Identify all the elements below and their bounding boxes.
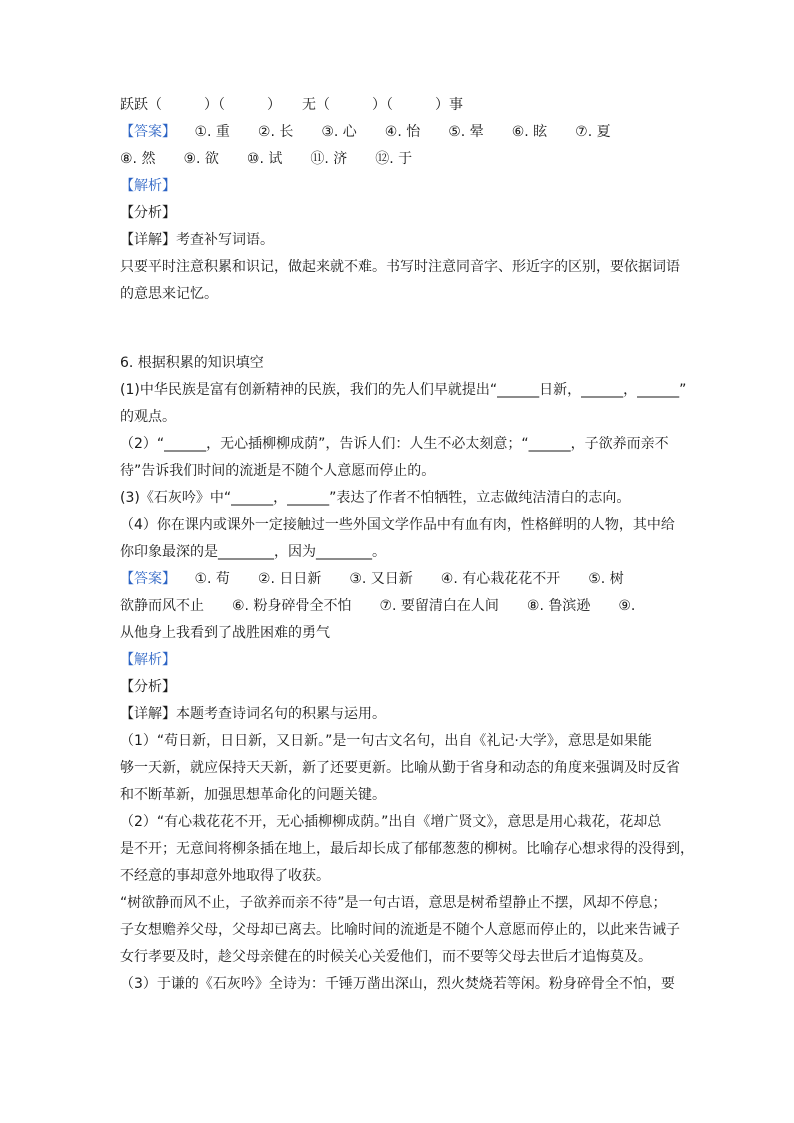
explanation-line: 够一天新，就应保持天天新，新了还要更新。比喻从勤于省身和动态的角度来强调及时反省 — [120, 760, 680, 776]
document-page — [120, 92, 694, 998]
detail-text: 考查补写词语。 — [176, 232, 274, 248]
breakdown-label: 【分析】 — [120, 205, 176, 221]
answer-label: 【答案】 — [120, 571, 176, 587]
question-item-1: (1)中华民族是富有创新精神的民族，我们的先人们早就提出“______日新，______，______” — [120, 382, 687, 398]
question-item-2-cont: 待”告诉我们时间的流逝是不随个人意愿而停止的。 — [120, 463, 436, 479]
detail-row-6 — [120, 701, 680, 728]
explanation-line: （1）“苟日新，日日新，又日新。”是一句古文名句，出自《礼记·大学》，意思是如果能 — [120, 733, 652, 749]
answer-label: 【答案】 — [120, 124, 176, 140]
answer-values: ①. 苟 ②. 日日新 ③. 又日新 ④. 有心栽花花不开 ⑤. 树 — [194, 571, 624, 587]
detail-label: 【详解】 — [120, 232, 176, 248]
answer-row-6b: 欲静而风不止 ⑥. 粉身碎骨全不怕 ⑦. 要留清白在人间 ⑧. 鲁滨逊 ⑨. — [120, 598, 636, 614]
explanation-line: “树欲静而风不止，子欲养而亲不待”是一句古语，意思是树希望静止不摆，风却不停息； — [120, 895, 667, 911]
detail-row-5 — [120, 227, 680, 254]
question-item-2: （2）“______，无心插柳柳成荫”，告诉人们：人生不必太刻意；“______，子欲养而亲不 — [120, 436, 669, 452]
analysis-label: 【解析】 — [120, 178, 176, 194]
question-line-5: 跃跃（ ）（ ） 无（ ）（ ）事 — [120, 97, 463, 113]
detail-label: 【详解】 — [120, 706, 176, 722]
explanation-line: （2）“有心栽花花不开，无心插柳柳成荫。”出自《增广贤文》，意思是用心栽花，花却总 — [120, 814, 662, 830]
explanation-line: （3）于谦的《石灰吟》全诗为：千锤万凿出深山，烈火焚烧若等闲。粉身碎骨全不怕，要 — [120, 976, 675, 992]
body-text-line: 只要平时注意积累和识记，做起来就不难。书写时注意同音字、形近字的区别，要依据词语 — [120, 259, 680, 275]
breakdown-label: 【分析】 — [120, 679, 176, 695]
answer-row-5b: ⑧. 然 ⑨. 欲 ⑩. 试 ⑪. 济 ⑫. 于 — [120, 151, 413, 167]
answer-row-6c: 从他身上我看到了战胜困难的勇气 — [120, 625, 330, 641]
explanation-line: 是不开；无意间将柳条插在地上，最后却长成了郁郁葱葱的柳树。比喻存心想求得的没得到， — [120, 841, 694, 857]
question-item-3: (3)《石灰吟》中“______，______”表达了作者不怕牺牲，立志做纯洁清白的志向。 — [120, 490, 631, 506]
explanation-line: 女行孝要及时，趁父母亲健在的时候关心关爱他们，而不要等父母去世后才追悔莫及。 — [120, 949, 652, 965]
question-item-4: （4）你在课内或课外一定接触过一些外国文学作品中有血有肉，性格鲜明的人物，其中给 — [120, 517, 675, 533]
question-item-1-cont: 的观点。 — [120, 409, 176, 425]
body-text-line: 的意思来记忆。 — [120, 286, 218, 302]
explanation-line: 不经意的事却意外地取得了收获。 — [120, 868, 330, 884]
analysis-label: 【解析】 — [120, 652, 176, 668]
explanation-line: 子女想赡养父母，父母却已离去。比喻时间的流逝是不随个人意愿而停止的，以此来告诫子 — [120, 922, 680, 938]
answer-values: ①. 重 ②. 长 ③. 心 ④. 怡 ⑤. 晕 ⑥. 眩 ⑦. 夏 — [194, 124, 611, 140]
explanation-line: 和不断革新，加强思想革命化的问题关键。 — [120, 787, 386, 803]
answer-row-6a — [120, 566, 680, 593]
detail-text: 本题考查诗词名句的积累与运用。 — [176, 706, 386, 722]
question-item-4-cont: 你印象最深的是________，因为________。 — [120, 544, 386, 560]
answer-row-5a — [120, 119, 680, 146]
question-title-6: 6. 根据积累的知识填空 — [120, 355, 264, 371]
